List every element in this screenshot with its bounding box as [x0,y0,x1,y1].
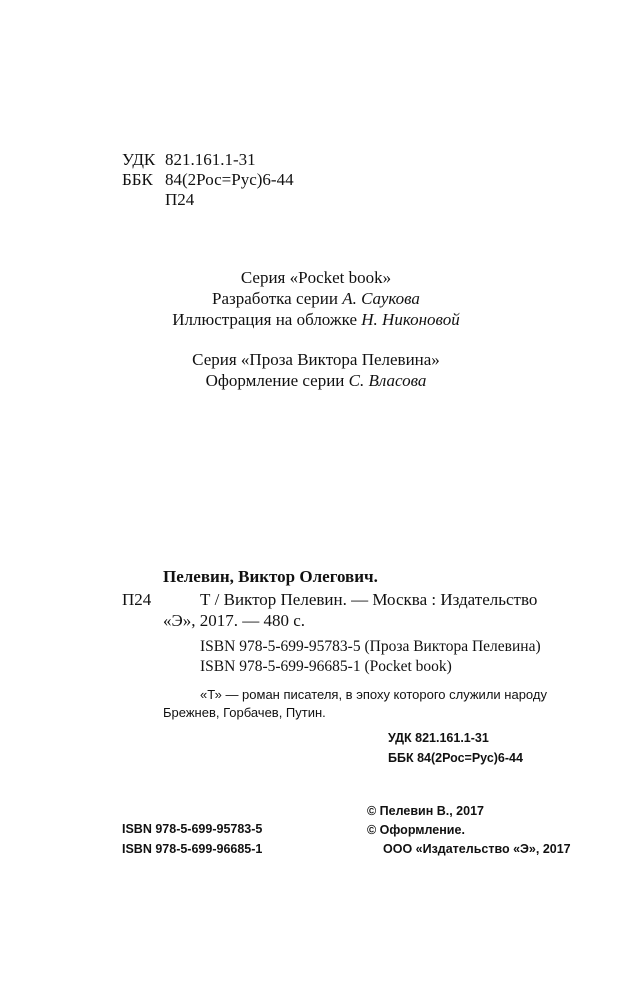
annotation-line-1: «Т» — роман писателя, в эпоху которого служили народу [200,687,547,702]
classification-bbk: ББК 84(2Рос=Рус)6-44 [388,751,523,765]
author-mark-row [122,190,294,210]
copyright-publisher: ООО «Издательство «Э», 2017 [383,842,571,856]
isbn-block-2: ISBN 978-5-699-96685-1 [122,842,263,856]
catalog-codes [122,150,294,210]
pocket-series-line: Серия «Pocket book» [240,268,392,287]
bbk-value: 84(2Рос=Рус)6-44 [165,170,294,189]
author-mark-record: П24 [122,590,152,609]
description-line-2: «Э», 2017. — 480 с. [163,611,306,630]
prose-design-line: Оформление серии С. Власова [205,371,427,390]
udk-value: 821.161.1-31 [165,150,256,169]
cover-illustrator-name: Н. Никоновой [361,310,460,329]
description-line-1: Т / Виктор Пелевин. — Москва : Издательство [200,590,538,609]
copyright-author: © Пелевин В., 2017 [367,804,484,818]
bbk-row [122,170,294,190]
udk-label: УДК [122,150,156,169]
copyright-design: © Оформление. [367,823,465,837]
isbn-record-2: ISBN 978-5-699-96685-1 (Pocket book) [200,658,452,675]
isbn-block-1: ISBN 978-5-699-95783-5 [122,822,263,836]
annotation-line-2: Брежнев, Горбачев, Путин. [163,705,326,720]
pocket-designer-name: А. Саукова [342,289,420,308]
prose-series-line: Серия «Проза Виктора Пелевина» [192,350,440,369]
cover-illustration-line: Иллюстрация на обложке Н. Никоновой [172,310,460,329]
author-heading: Пелевин, Виктор Олегович. [163,567,378,586]
classification-udk: УДК 821.161.1-31 [388,731,489,745]
author-mark: П24 [165,190,195,209]
prose-designer-name: С. Власова [348,371,427,390]
pocket-series-credits [0,267,632,330]
bbk-label: ББК [122,170,153,189]
prose-series-credits [0,349,632,391]
isbn-record-1: ISBN 978-5-699-95783-5 (Проза Виктора Пелевина) [200,638,541,655]
udk-row [122,150,294,170]
pocket-design-line: Разработка серии А. Саукова [212,289,420,308]
